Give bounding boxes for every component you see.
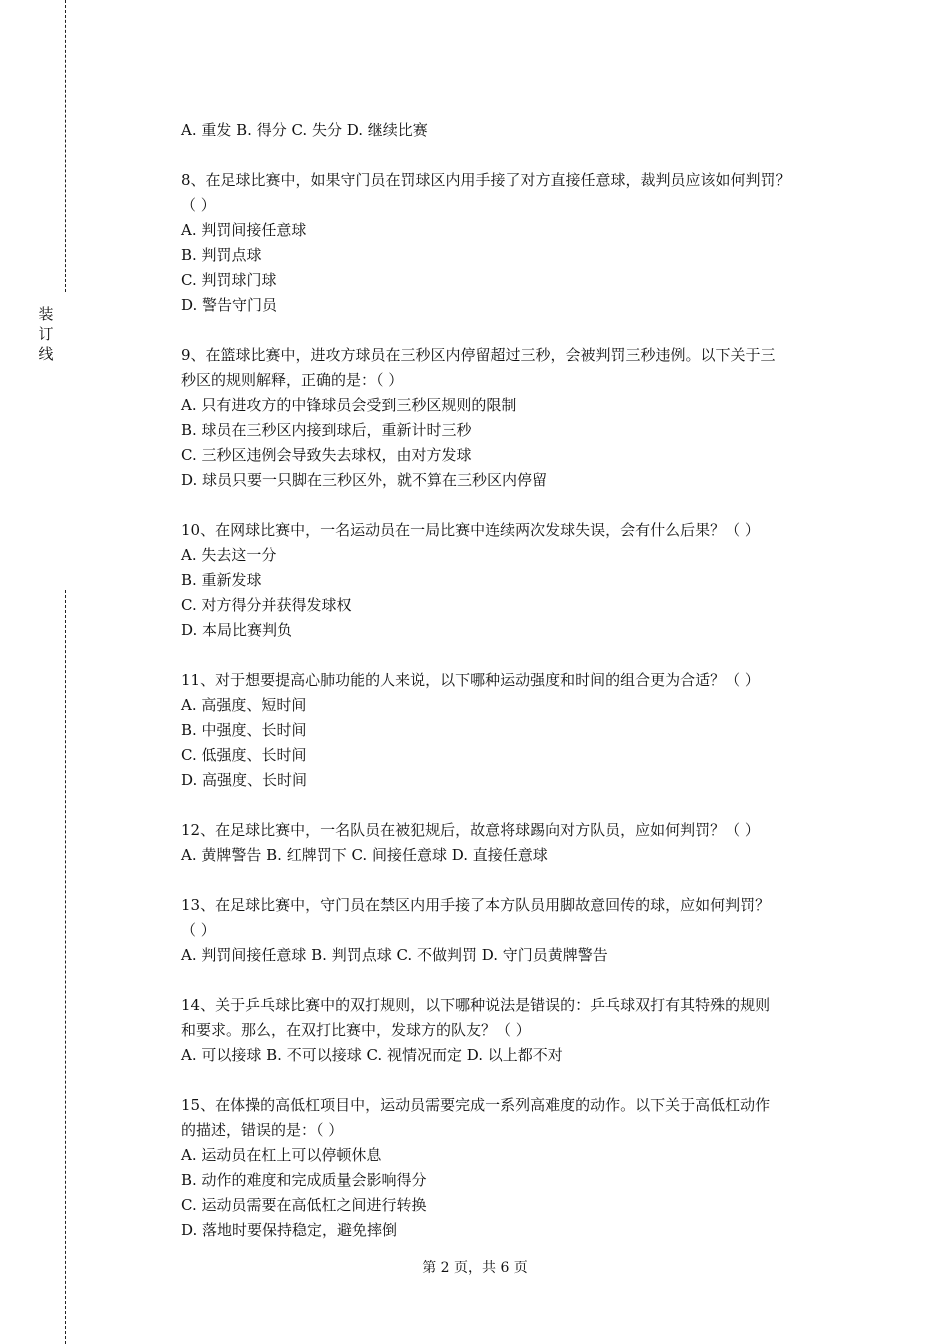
question-stem: 8、在足球比赛中，如果守门员在罚球区内用手接了对方直接任意球，裁判员应该如何判罚？ <box>181 171 791 189</box>
option-line: B. 重新发球 <box>181 571 262 589</box>
question-stem: 15、在体操的高低杠项目中，运动员需要完成一系列高难度的动作。以下关于高低杠动作 <box>181 1096 771 1114</box>
question-stem: 和要求。那么，在双打比赛中，发球方的队友？（ ） <box>181 1021 531 1039</box>
binding-line-bottom <box>65 590 66 1344</box>
question-stem: 的描述，错误的是：（ ） <box>181 1121 344 1139</box>
binding-char: 装 <box>38 305 54 323</box>
question-stem: 秒区的规则解释，正确的是：（ ） <box>181 371 404 389</box>
option-line: A. 可以接球 B. 不可以接球 C. 视情况而定 D. 以上都不对 <box>181 1046 563 1064</box>
option-line: A. 黄牌警告 B. 红牌罚下 C. 间接任意球 D. 直接任意球 <box>181 846 548 864</box>
option-line: D. 警告守门员 <box>181 296 278 314</box>
option-line: D. 落地时要保持稳定，避免摔倒 <box>181 1221 398 1239</box>
option-line: C. 对方得分并获得发球权 <box>181 596 352 614</box>
question-stem: 10、在网球比赛中，一名运动员在一局比赛中连续两次发球失误，会有什么后果？（ ） <box>181 521 760 539</box>
option-line: C. 三秒区违例会导致失去球权，由对方发球 <box>181 446 472 464</box>
question-stem: 14、关于乒乓球比赛中的双打规则，以下哪种说法是错误的：乒乓球双打有其特殊的规则 <box>181 996 771 1014</box>
option-line: C. 运动员需要在高低杠之间进行转换 <box>181 1196 427 1214</box>
question-stem: 9、在篮球比赛中，进攻方球员在三秒区内停留超过三秒，会被判罚三秒违例。以下关于三 <box>181 346 776 364</box>
option-line: B. 中强度、长时间 <box>181 721 307 739</box>
question-stem: 11、对于想要提高心肺功能的人来说，以下哪种运动强度和时间的组合更为合适？（ ） <box>181 671 760 689</box>
question-stem: （ ） <box>181 196 216 214</box>
option-line: B. 判罚点球 <box>181 246 262 264</box>
question-stem: 13、在足球比赛中，守门员在禁区内用手接了本方队员用脚故意回传的球，应如何判罚？ <box>181 896 771 914</box>
question-10 <box>181 518 841 643</box>
option-line: A. 判罚间接任意球 <box>181 221 307 239</box>
question-7-tail <box>181 118 841 143</box>
question-9 <box>181 343 841 493</box>
option-line: C. 判罚球门球 <box>181 271 277 289</box>
binding-label <box>38 304 54 364</box>
option-line: D. 球员只要一只脚在三秒区外，就不算在三秒区内停留 <box>181 471 548 489</box>
question-12 <box>181 818 841 868</box>
option-line: D. 本局比赛判负 <box>181 621 293 639</box>
question-stem: （ ） <box>181 921 216 939</box>
question-11 <box>181 668 841 793</box>
option-line: A. 只有进攻方的中锋球员会受到三秒区规则的限制 <box>181 396 517 414</box>
option-line: D. 高强度、长时间 <box>181 771 308 789</box>
binding-char: 订 <box>38 325 54 343</box>
question-list <box>181 118 841 1268</box>
question-13 <box>181 893 841 968</box>
page-number: 第 2 页，共 6 页 <box>422 1260 528 1276</box>
option-line: A. 判罚间接任意球 B. 判罚点球 C. 不做判罚 D. 守门员黄牌警告 <box>181 946 608 964</box>
question-8 <box>181 168 841 318</box>
option-line: B. 球员在三秒区内接到球后，重新计时三秒 <box>181 421 472 439</box>
option-line: A. 高强度、短时间 <box>181 696 307 714</box>
option-line: A. 运动员在杠上可以停顿休息 <box>181 1146 382 1164</box>
question-14 <box>181 993 841 1068</box>
question-stem: 12、在足球比赛中，一名队员在被犯规后，故意将球踢向对方队员，应如何判罚？（ ） <box>181 821 760 839</box>
option-line: C. 低强度、长时间 <box>181 746 307 764</box>
question-15 <box>181 1093 841 1243</box>
binding-line-top <box>65 0 66 292</box>
option-line: B. 动作的难度和完成质量会影响得分 <box>181 1171 427 1189</box>
option-line: A. 失去这一分 <box>181 546 277 564</box>
option-line: A. 重发 B. 得分 C. 失分 D. 继续比赛 <box>181 121 428 139</box>
binding-char: 线 <box>38 345 54 363</box>
